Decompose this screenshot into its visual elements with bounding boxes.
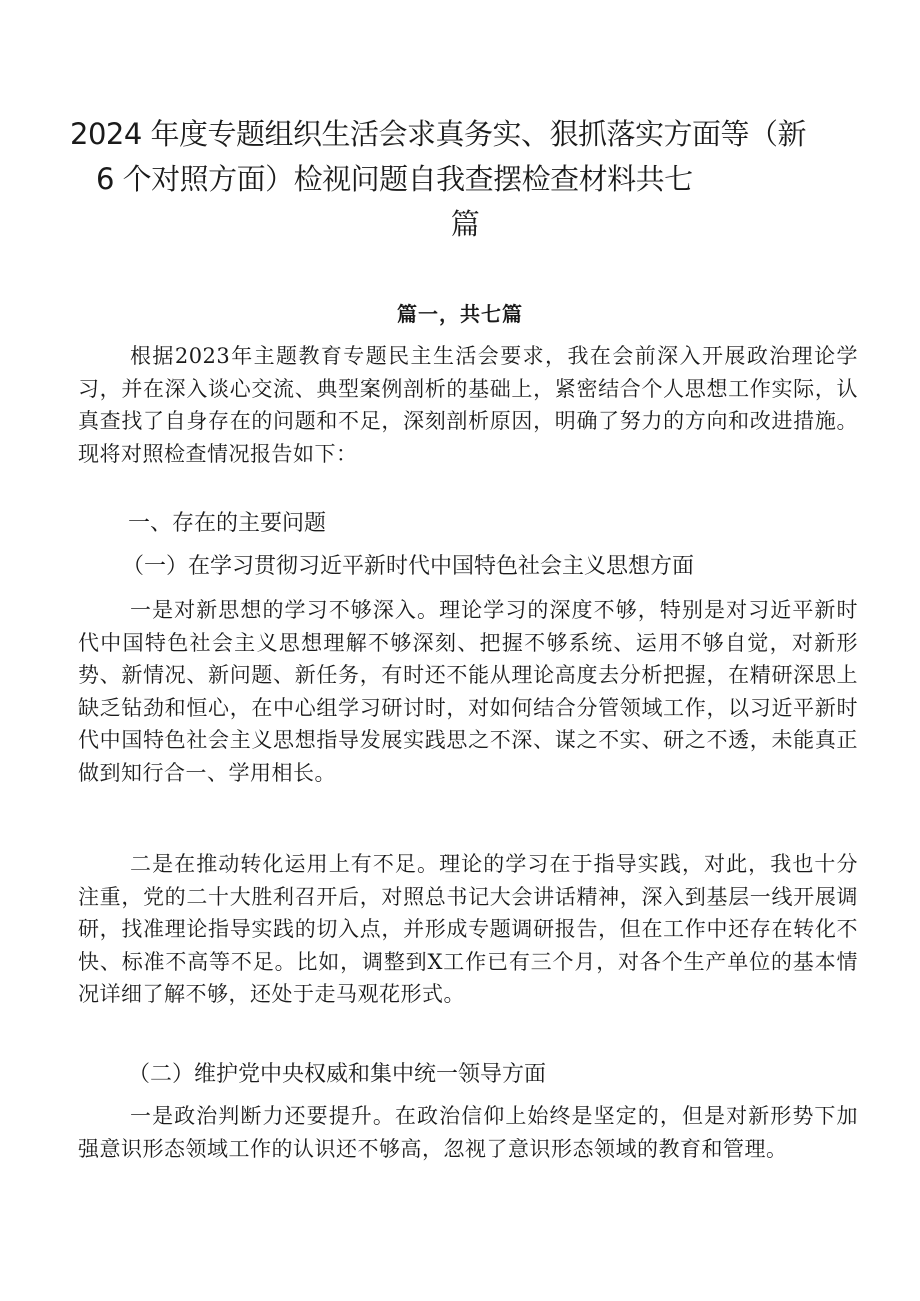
subsection-2-paragraph-1: 一是政治判断力还要提升。在政治信仰上始终是坚定的，但是对新形势下加强意识形态领域工作的认识还不够高，忽视了意识形态领域的教育和管理。: [78, 1104, 858, 1161]
subsection-heading-authority: （二）维护党中央权威和集中统一领导方面: [128, 1062, 547, 1087]
intro-paragraph: 根据2023年主题教育专题民主生活会要求，我在会前深入开展政治理论学习，并在深入谈心交流、典型案例剖析的基础上，紧密结合个人思想工作实际，认真查找了自身存在的问题和不足，深刻剖析原因，明确了努力的方向和改进措施。现将对照检查情况报告如下：: [78, 344, 858, 466]
subsection-1-paragraph-2: 二是在推动转化运用上有不足。理论的学习在于指导实践，对此，我也十分注重，党的二十大胜利召开后，对照总书记大会讲话精神，深入到基层一线开展调研，找准理论指导实践的切入点，并形成专题调研报告，但在工作中还存在转化不快、标准不高等不足。比如，调整到X工作已有三个月，对各个生产单位的基本情况详细了解不够，还处于走马观花形式。: [78, 852, 858, 1006]
document-title-line-2: 6 个对照方面）检视问题自我查摆检查材料共七: [96, 162, 693, 196]
subsection-heading-study: （一）在学习贯彻习近平新时代中国特色社会主义思想方面: [122, 554, 695, 579]
subsection-1-paragraph-1: 一是对新思想的学习不够深入。理论学习的深度不够，特别是对习近平新时代中国特色社会主义思想理解不够深刻、把握不够系统、运用不够自觉，对新形势、新情况、新问题、新任务，有时还不能从理论高度去分析把握，在精研深思上缺乏钻劲和恒心，在中心组学习研讨时，对如何结合分管领域工作，以习近平新时代中国特色社会主义思想指导发展实践思之不深、谋之不实、研之不透，未能真正做到知行合一、学用相长。: [78, 598, 858, 785]
document-title: [70, 112, 860, 247]
chapter-heading: 篇一，共七篇: [397, 302, 523, 326]
document-title-line-3: 篇: [450, 207, 480, 241]
section-heading-problems: 一、存在的主要问题: [128, 511, 327, 536]
document-title-line-1: 2024 年度专题组织生活会求真务实、狠抓落实方面等（新: [70, 117, 807, 151]
